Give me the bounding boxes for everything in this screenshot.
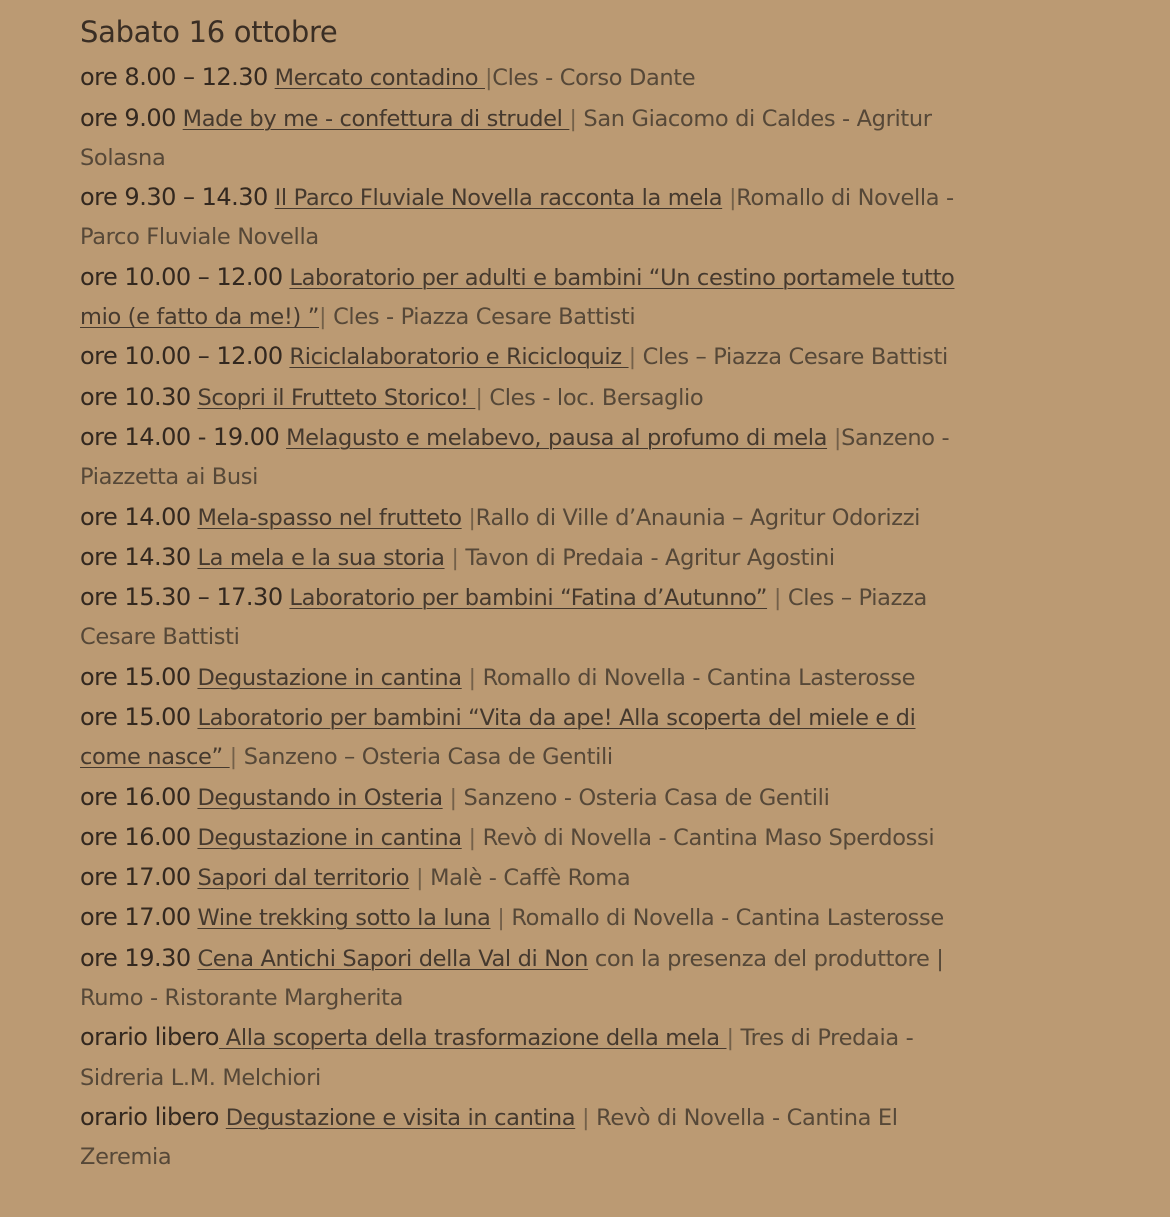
list-item — [80, 258, 960, 338]
event-place: San Giacomo di Caldes - Agritur Solasna — [80, 105, 932, 171]
event-time: orario libero — [80, 1102, 219, 1131]
event-time: ore 16.00 — [80, 782, 191, 811]
list-item — [80, 1018, 960, 1098]
event-link[interactable]: Alla scoperta della trasformazione della mela — [218, 1025, 727, 1052]
event-place: Sanzeno – Osteria Casa de Gentili — [236, 744, 613, 771]
event-time: ore 9.00 — [80, 103, 176, 132]
separator: | — [461, 824, 476, 851]
event-link[interactable]: Degustazione e visita in cantina — [225, 1104, 576, 1131]
event-place: Revò di Novella - Cantina El Zeremia — [80, 1104, 898, 1171]
event-link[interactable]: Laboratorio per bambini “Vita da ape! Alla scoperta del miele e di come nasce” — [80, 705, 916, 771]
event-link[interactable]: Wine trekking sotto la luna — [197, 905, 491, 932]
page-title: Sabato 16 ottobre — [80, 15, 338, 49]
event-time: ore 19.30 — [80, 943, 191, 972]
list-item — [80, 658, 960, 698]
event-link[interactable]: Made by me - confettura di strudel — [182, 105, 570, 132]
list-item — [80, 378, 960, 418]
event-place: Sanzeno - Piazzetta ai Busi — [80, 424, 950, 491]
list-item — [80, 337, 960, 377]
separator: | — [628, 344, 636, 371]
event-time: ore 8.00 – 12.30 — [80, 63, 268, 92]
event-list — [80, 58, 960, 1177]
list-item — [80, 99, 960, 179]
event-link[interactable]: Riciclalaboratorio e Riciclоquiz — [289, 344, 629, 371]
list-item — [80, 178, 960, 258]
separator: | — [722, 185, 737, 212]
list-item — [80, 898, 960, 938]
list-item — [80, 698, 960, 778]
event-place: Rallo di Ville d’Anaunia – Agritur Odorizzi — [475, 504, 921, 531]
separator: | — [461, 504, 476, 531]
event-place: Sanzeno - Osteria Casa de Gentili — [456, 784, 830, 811]
event-time: ore 14.00 — [80, 502, 191, 531]
event-time: ore 10.00 – 12.00 — [80, 342, 283, 371]
separator: | — [767, 585, 782, 612]
event-place: con la presenza del produttore | Rumo - Ristorante Margherita — [80, 945, 944, 1012]
event-schedule — [80, 14, 960, 1178]
separator: | — [409, 865, 424, 892]
separator: | — [444, 544, 459, 571]
event-time: ore 9.30 – 14.30 — [80, 183, 268, 212]
event-place: Cles – Piazza Cesare Battisti — [80, 585, 927, 651]
event-link[interactable]: Degustazione in cantina — [197, 664, 462, 691]
list-item — [80, 818, 960, 858]
separator: | — [229, 744, 237, 771]
event-time: orario libero — [80, 1023, 219, 1052]
event-time: ore 10.00 – 12.00 — [80, 262, 283, 291]
event-place: Revò di Novella - Cantina Maso Sperdossi — [475, 824, 935, 851]
event-link[interactable]: Melagusto e melabevo, pausa al profumo di mela — [286, 424, 828, 451]
event-link[interactable]: Laboratorio per bambini “Fatina d’Autunno” — [289, 585, 768, 612]
event-time: ore 17.00 — [80, 903, 191, 932]
event-time: ore 16.00 — [80, 822, 191, 851]
event-place: Romallo di Novella - Cantina Lasterosse — [504, 905, 944, 932]
list-item — [80, 578, 960, 658]
separator: | — [569, 105, 577, 132]
separator: | — [575, 1104, 590, 1131]
event-place: Cles - Piazza Cesare Battisti — [326, 304, 636, 331]
event-place: Romallo di Novella - Parco Fluviale Novella — [80, 185, 954, 251]
separator: | — [442, 784, 457, 811]
event-link[interactable]: Cena Antichi Sapori della Val di Non — [197, 945, 589, 972]
event-time: ore 10.30 — [80, 382, 191, 411]
event-time: ore 15.00 — [80, 703, 191, 731]
separator: | — [827, 424, 842, 451]
separator: | — [490, 905, 505, 932]
event-place: Tavon di Predaia - Agritur Agostini — [458, 544, 835, 571]
list-item — [80, 418, 960, 498]
event-time: ore 14.30 — [80, 542, 191, 571]
list-item — [80, 939, 960, 1019]
separator: | — [726, 1025, 734, 1052]
event-link[interactable]: La mela e la sua storia — [197, 544, 445, 571]
event-place: Tres di Predaia - Sidreria L.M. Melchiori — [80, 1025, 914, 1091]
event-link[interactable]: Laboratorio per adulti e bambini “Un cestino portamele tutto mio (e fatto da me!) ” — [80, 264, 955, 331]
event-link[interactable]: Mercato contadino — [274, 65, 485, 92]
separator: | — [461, 664, 476, 691]
event-place: Romallo di Novella - Cantina Lasterosse — [475, 664, 916, 691]
list-item — [80, 498, 960, 538]
event-time: ore 17.00 — [80, 863, 191, 892]
list-item — [80, 1098, 960, 1178]
list-item — [80, 538, 960, 578]
event-time: ore 15.30 – 17.30 — [80, 583, 283, 612]
event-link[interactable]: Il Parco Fluviale Novella racconta la mela — [274, 185, 723, 212]
event-link[interactable]: Degustando in Osteria — [197, 784, 443, 811]
event-place: Cles – Piazza Cesare Battisti — [635, 344, 948, 371]
event-time: ore 15.00 — [80, 662, 191, 691]
list-item — [80, 858, 960, 898]
separator: | — [319, 304, 327, 331]
separator: | — [484, 65, 493, 92]
list-item — [80, 58, 960, 98]
event-place: Malè - Caffè Roma — [423, 865, 631, 892]
event-place: Cles - Corso Dante — [492, 65, 696, 92]
list-item — [80, 778, 960, 818]
event-link[interactable]: Sapori dal territorio — [197, 865, 410, 892]
event-link[interactable]: Mela-spasso nel frutteto — [197, 504, 462, 531]
event-link[interactable]: Degustazione in cantina — [197, 824, 462, 851]
event-time: ore 14.00 - 19.00 — [80, 422, 280, 451]
separator: | — [475, 384, 483, 411]
event-link[interactable]: Scopri il Frutteto Storico! — [197, 384, 476, 411]
event-place: Cles - loc. Bersaglio — [482, 384, 704, 411]
